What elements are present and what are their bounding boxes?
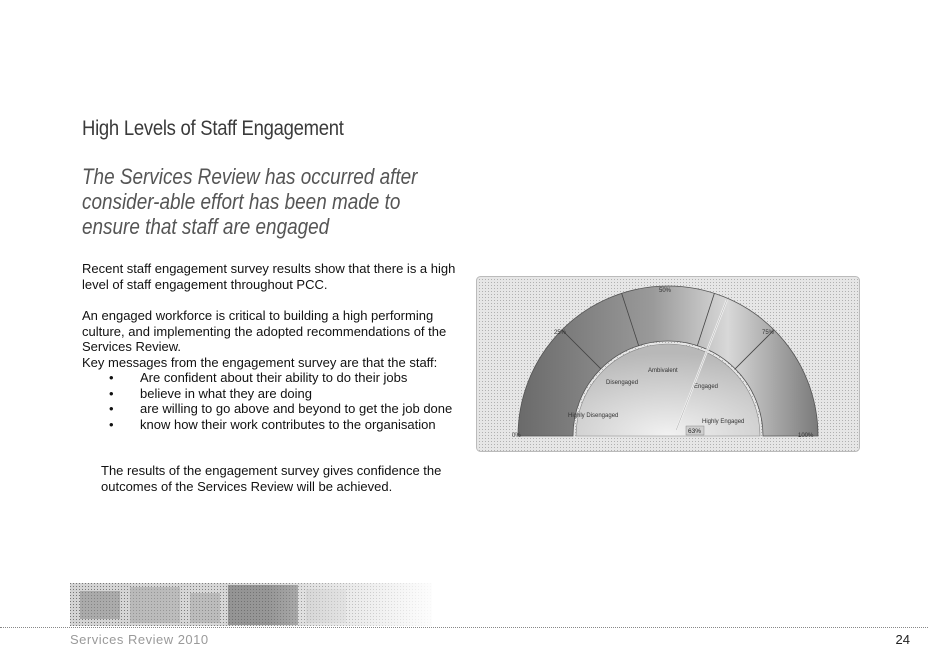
key-messages-list	[82, 370, 457, 432]
engagement-gauge	[476, 276, 860, 452]
gauge-scale-label: 100%	[798, 433, 814, 439]
footer-divider	[0, 627, 928, 628]
body-text	[82, 261, 457, 432]
gauge-segment-label: Highly Disengaged	[568, 413, 619, 419]
gauge-segment-label: Engaged	[694, 384, 719, 390]
gauge-segment-label: Disengaged	[606, 380, 639, 386]
gauge-scale-label: 0%	[512, 433, 521, 439]
page-title: High Levels of Staff Engagement	[82, 117, 344, 140]
gauge-segment-label: Highly Engaged	[702, 419, 745, 425]
list-item: • believe in what they are doing	[82, 386, 457, 402]
gauge-scale-label: 25%	[553, 330, 567, 336]
footer-photo-strip	[70, 583, 432, 626]
page-subtitle: The Services Review has occurred after consider-able effort has been made to ensure that staff are engaged	[82, 164, 418, 239]
gauge-value-label: 63%	[688, 428, 702, 435]
page-number: 24	[895, 632, 910, 647]
conclusion-text: The results of the engagement survey gives confidence the outcomes of the Services Review will be achieved.	[101, 463, 442, 494]
list-item: • are willing to go above and beyond to get the job done	[82, 401, 457, 417]
list-item: • Are confident about their ability to do their jobs	[82, 370, 457, 386]
gauge-scale-label: 75%	[761, 330, 775, 336]
paragraph-engaged-workforce: An engaged workforce is critical to building a high performing culture, and implementing the adopted recommendations of the Services Review.	[82, 308, 447, 354]
paragraph-key-messages: Key messages from the engagement survey are that the staff:	[82, 354, 438, 370]
list-item: • know how their work contributes to the organisation	[82, 417, 457, 433]
gauge-segment-label: Ambivalent	[648, 368, 678, 374]
gauge-scale-label: 50%	[658, 288, 672, 294]
footer-title: Services Review 2010	[70, 632, 209, 647]
paragraph-survey-results: Recent staff engagement survey results show that there is a high level of staff engagement throughout PCC.	[82, 261, 456, 292]
